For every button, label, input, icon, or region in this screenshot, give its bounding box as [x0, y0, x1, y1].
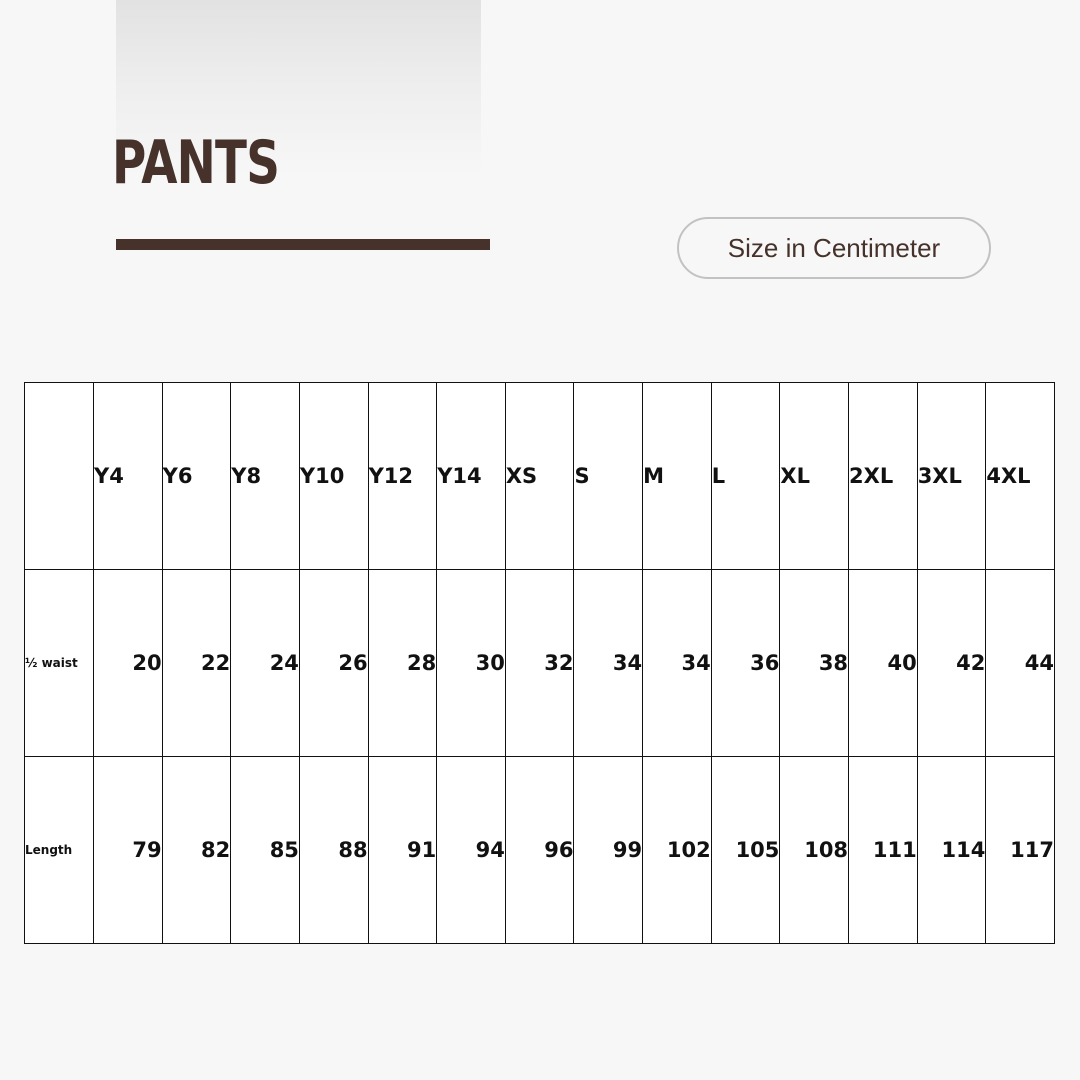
size-header: 4XL	[986, 383, 1055, 570]
size-header: XL	[780, 383, 849, 570]
value-cell: 102	[643, 757, 712, 944]
value-cell: 91	[368, 757, 437, 944]
value-cell: 36	[711, 570, 780, 757]
table-row-length	[25, 757, 1055, 944]
size-chart-table	[24, 382, 1055, 944]
unit-badge: Size in Centimeter	[677, 217, 991, 279]
size-header: Y8	[231, 383, 300, 570]
value-cell: 105	[711, 757, 780, 944]
value-cell: 28	[368, 570, 437, 757]
value-cell: 88	[299, 757, 368, 944]
page-title: PANTS	[112, 128, 280, 198]
value-cell: 85	[231, 757, 300, 944]
value-cell: 26	[299, 570, 368, 757]
value-cell: 117	[986, 757, 1055, 944]
value-cell: 30	[437, 570, 506, 757]
value-cell: 32	[505, 570, 574, 757]
size-header: XS	[505, 383, 574, 570]
value-cell: 114	[917, 757, 986, 944]
value-cell: 99	[574, 757, 643, 944]
size-header: Y4	[94, 383, 163, 570]
value-cell: 24	[231, 570, 300, 757]
size-header-row	[25, 383, 1055, 570]
value-cell: 94	[437, 757, 506, 944]
size-header: Y14	[437, 383, 506, 570]
size-header: M	[643, 383, 712, 570]
size-header: 3XL	[917, 383, 986, 570]
value-cell: 82	[162, 757, 231, 944]
size-header: Y6	[162, 383, 231, 570]
row-label: ½ waist	[25, 570, 94, 757]
value-cell: 34	[643, 570, 712, 757]
row-label: Length	[25, 757, 94, 944]
value-cell: 111	[849, 757, 918, 944]
value-cell: 20	[94, 570, 163, 757]
value-cell: 108	[780, 757, 849, 944]
size-header: 2XL	[849, 383, 918, 570]
value-cell: 79	[94, 757, 163, 944]
value-cell: 42	[917, 570, 986, 757]
size-header: Y12	[368, 383, 437, 570]
size-header: S	[574, 383, 643, 570]
value-cell: 34	[574, 570, 643, 757]
value-cell: 96	[505, 757, 574, 944]
value-cell: 44	[986, 570, 1055, 757]
size-header: Y10	[299, 383, 368, 570]
value-cell: 38	[780, 570, 849, 757]
title-underline	[116, 239, 490, 250]
value-cell: 22	[162, 570, 231, 757]
corner-cell	[25, 383, 94, 570]
table-row-half-waist	[25, 570, 1055, 757]
size-header: L	[711, 383, 780, 570]
value-cell: 40	[849, 570, 918, 757]
